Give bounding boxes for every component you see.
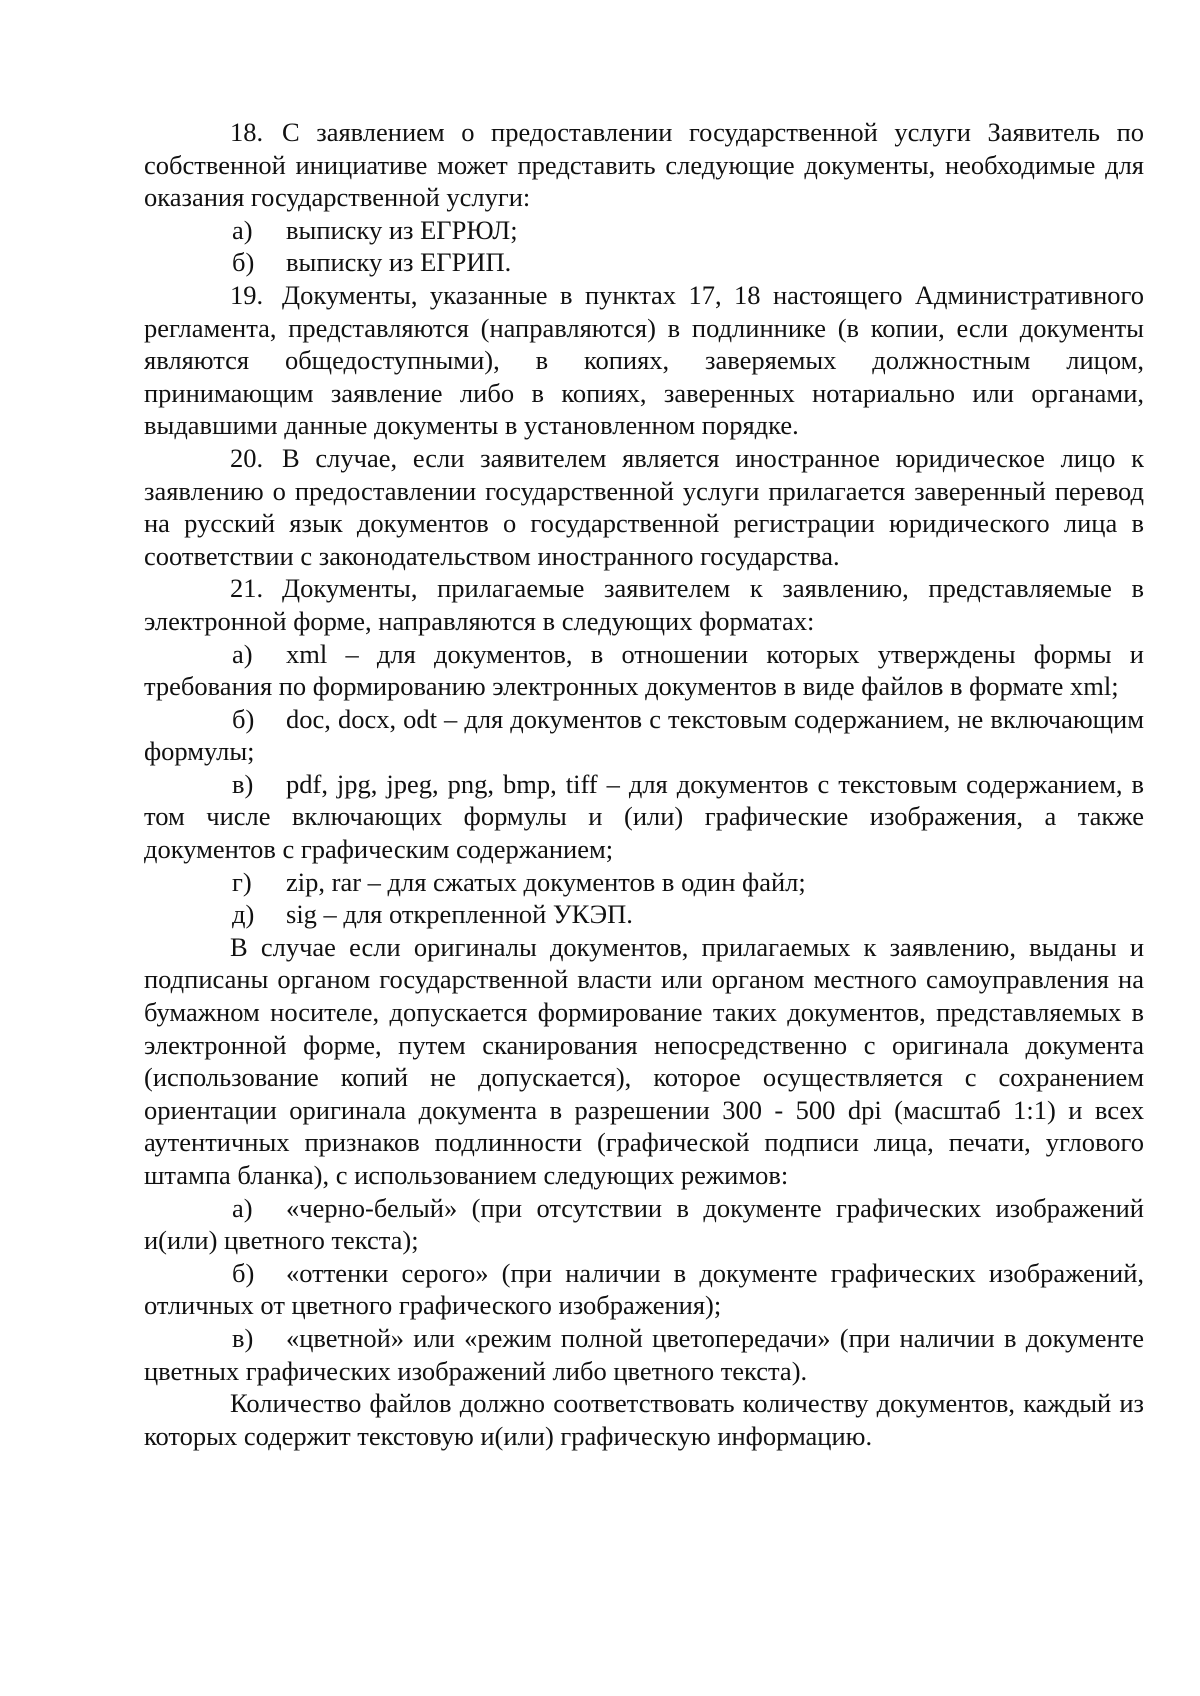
list-item-text: «оттенки серого» (при наличии в документе графических изображений, отличных от цветного графического изображения); [144, 1257, 1144, 1321]
list-item-label: в) [232, 1322, 254, 1353]
list-item-label: б) [232, 703, 255, 734]
paragraph-final [144, 1387, 1144, 1452]
list-item-label: а) [232, 638, 253, 669]
list-item-text: xml – для документов, в отношении которых утверждены формы и требования по формированию электронных документов в виде файлов в формате xml; [144, 638, 1144, 702]
list-item [144, 768, 1144, 866]
list-item-text: sig – для открепленной УКЭП. [286, 899, 633, 930]
document-text [144, 116, 1144, 1452]
paragraph-18 [144, 116, 1144, 214]
list-item-text: pdf, jpg, jpeg, png, bmp, tiff – для документов с текстовым содержанием, в том числе включающих формулы и (или) графические изображения, а также документов с графическим содержанием; [144, 768, 1144, 865]
list-item-label: а) [232, 1192, 253, 1223]
list-item-label: б) [232, 247, 255, 278]
list-item-label: а) [232, 214, 253, 245]
list-item [144, 214, 1144, 247]
list-item-label: д) [232, 899, 255, 930]
list-item [144, 898, 1144, 931]
paragraph-number: 19. [230, 279, 264, 310]
paragraph-text: С заявлением о предоставлении государственной услуги Заявитель по собственной инициативе может представить следующие документы, необходимые для оказания государственной услуги: [144, 117, 1144, 213]
list-item [144, 1322, 1144, 1387]
paragraph-scanning [144, 931, 1144, 1192]
paragraph-21 [144, 572, 1144, 637]
paragraph-text: В случае если оригиналы документов, прилагаемых к заявлению, выданы и подписаны органом государственной власти или органом местного самоуправления на бумажном носителе, допускается формирование таких документов, представляемых в электронной форме, путем сканирования непосредственно с оригинала документа (использование копий не допускается), которое осуществляется с сохранением ориентации оригинала документа в разрешении 300 - 500 dpi (масштаб 1:1) и всех аутентичных признаков подлинности (графической подписи лица, печати, углового штампа бланка), с использованием следующих режимов: [144, 931, 1144, 1190]
list-item-label: б) [232, 1257, 255, 1288]
paragraph-19 [144, 279, 1144, 442]
list-item-label: г) [232, 866, 252, 897]
list-item [144, 1192, 1144, 1257]
paragraph-number: 18. [230, 117, 264, 147]
paragraph-20 [144, 442, 1144, 572]
paragraph-text: Документы, указанные в пунктах 17, 18 настоящего Административного регламента, представляются (направляются) в подлиннике (в копии, если документы являются общедоступными), в копиях, заверяемых должностным лицом, принимающим заявление либо в копиях, заверенных нотариально или органами, выдавшими данные документы в установленном порядке. [144, 279, 1144, 441]
list-item-text: «черно-белый» (при отсутствии в документе графических изображений и(или) цветного текста); [144, 1192, 1144, 1256]
list-item-text: doc, docx, odt – для документов с текстовым содержанием, не включающим формулы; [144, 703, 1144, 767]
list-item-text: «цветной» или «режим полной цветопередачи» (при наличии в документе цветных графических изображений либо цветного текста). [144, 1322, 1144, 1386]
list-item-text: выписку из ЕГРЮЛ; [286, 214, 518, 245]
list-item [144, 1257, 1144, 1322]
list-item-text: выписку из ЕГРИП. [286, 247, 512, 278]
paragraph-text: В случае, если заявителем является иностранное юридическое лицо к заявлению о предоставлении государственной услуги прилагается заверенный перевод на русский язык документов о государственной регистрации юридического лица в соответствии с законодательством иностранного государства. [144, 442, 1144, 571]
paragraph-text: Документы, прилагаемые заявителем к заявлению, представляемые в электронной форме, направляются в следующих форматах: [144, 573, 1144, 636]
list-item [144, 703, 1144, 768]
list-item-label: в) [232, 768, 254, 799]
paragraph-number: 20. [230, 442, 264, 473]
list-item [144, 246, 1144, 279]
list-item-text: zip, rar – для сжатых документов в один файл; [286, 866, 806, 897]
paragraph-text: Количество файлов должно соответствовать количеству документов, каждый из которых содержит текстовую и(или) графическую информацию. [144, 1388, 1144, 1451]
list-item [144, 866, 1144, 899]
list-item [144, 638, 1144, 703]
paragraph-number: 21. [230, 573, 264, 604]
